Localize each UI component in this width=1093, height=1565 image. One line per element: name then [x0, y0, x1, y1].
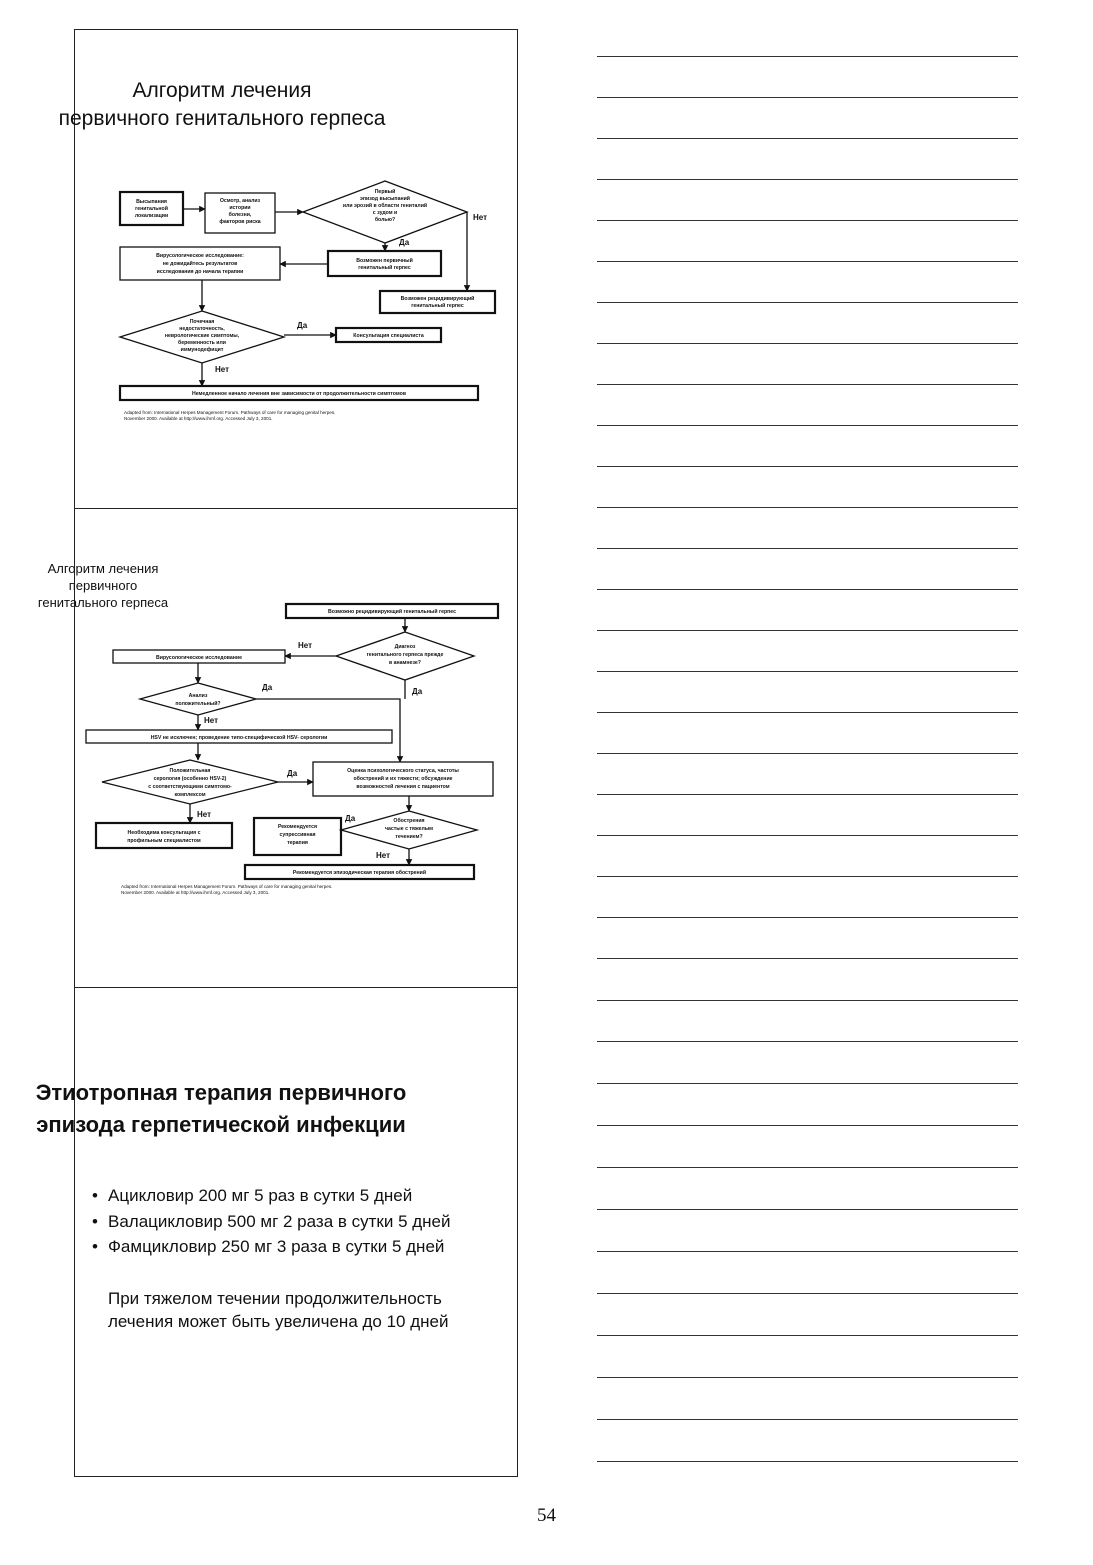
s1-exam-l2: истории	[229, 205, 251, 211]
note-line	[597, 794, 1018, 795]
s2-label-no-a: Нет	[298, 641, 313, 650]
note-line	[597, 1125, 1018, 1126]
s2-diagnosis-l2: генитального герпеса прежде	[366, 652, 444, 658]
s1-label-no-2: Нет	[215, 365, 230, 374]
s1-lesions-l3: локализации	[134, 213, 169, 219]
s1-label-yes-1: Да	[399, 238, 410, 247]
s2-frequent-l1: Обострения	[393, 818, 425, 824]
note-line	[597, 97, 1018, 98]
note-line	[597, 1461, 1018, 1462]
s2-assessment-l3: возможностей лечения с пациентом	[356, 784, 450, 790]
s2-analysis-l2: положительный?	[175, 701, 221, 707]
list-item	[92, 1209, 451, 1235]
s2-citation-l1: Adapted from: International Herpes Management Forum. Pathways of care for managing genital herpes.	[121, 884, 333, 889]
bullet-text: Фамцикловир 250 мг 3 раза в сутки 5 дней	[108, 1237, 445, 1256]
s2-hsv-text: HSV не исключен; проведение типо-специфической HSV- серологии	[150, 735, 328, 741]
note-line	[597, 507, 1018, 508]
s1-citation-l2: November 2000. Available at http://www.ihmf.org. Accessed July 3, 2001.	[124, 416, 273, 421]
list-item	[92, 1234, 451, 1260]
s2-frequent-l3: течением?	[395, 834, 423, 840]
bullet-text: Валацикловир 500 мг 2 раза в сутки 5 дней	[108, 1211, 451, 1231]
s2-label-yes-d: Да	[345, 814, 356, 823]
s1-citation-l1: Adapted from: International Herpes Management Forum. Pathways of care for managing genital herpes.	[124, 410, 336, 415]
s1-risk-l2: недостаточность,	[179, 326, 225, 332]
s1-exam-l3: болезни,	[228, 212, 252, 218]
s2-label-yes-b: Да	[412, 687, 423, 696]
slide3-note-line2: лечения может быть увеличена до 10 дней	[108, 1312, 449, 1331]
s1-immediate-text: Немедленное начало лечения вне зависимости от продолжительности симптомов	[191, 391, 407, 397]
s2-frequent-l2: частые с тяжелым	[384, 826, 434, 832]
slide1-title-line2: первичного генитального герпеса	[58, 107, 386, 130]
s2-label-yes-c: Да	[287, 769, 298, 778]
note-line	[597, 1167, 1018, 1168]
s1-first-l4: с зудом и	[372, 210, 398, 216]
note-line	[597, 917, 1018, 918]
page-number: 54	[537, 1505, 556, 1526]
note-line	[597, 1041, 1018, 1042]
note-line	[597, 548, 1018, 549]
s1-risk-l3: неврологические симптомы,	[164, 333, 240, 339]
bullet-icon: •	[92, 1211, 98, 1231]
note-line	[597, 1293, 1018, 1294]
s2-episodic-text: Рекомендуется эпизодическая терапия обострений	[292, 870, 427, 876]
note-line	[597, 466, 1018, 467]
s2-suppressive-l2: супрессивная	[279, 832, 316, 838]
s1-first-l3: или эрозий в области гениталий	[342, 203, 428, 209]
s2-suppressive-l1: Рекомендуется	[277, 824, 318, 830]
s2-diamond-analysis	[140, 683, 256, 715]
note-line	[597, 1377, 1018, 1378]
s1-risk-l5: иммунодефицит	[180, 347, 224, 353]
note-line	[597, 1419, 1018, 1420]
s1-first-l2: эпизод высыпаний	[360, 196, 410, 202]
s2-diagnosis-l3: в анамнезе?	[389, 660, 421, 666]
note-line	[597, 671, 1018, 672]
slide3-title-line1: Этиотропная терапия первичного	[35, 1080, 407, 1105]
s1-exam-l4: факторов риска	[219, 219, 261, 225]
s1-virology-l1: Вирусологическое исследование:	[156, 253, 244, 259]
slide2-title-line3: генитального герпеса	[37, 595, 169, 610]
s2-specialist-l1: Необходима консультация с	[127, 830, 201, 836]
s2-label-no-c: Нет	[197, 810, 212, 819]
s1-virology-l2: не дожидайтесь результатов	[162, 261, 238, 267]
s1-primary-l2: генитальный герпес	[358, 265, 411, 271]
s2-label-yes-a: Да	[262, 683, 273, 692]
list-item	[92, 1183, 451, 1209]
slide2-title-line1: Алгоритм лечения	[47, 561, 159, 576]
s1-first-l5: болью?	[374, 217, 396, 223]
s1-exam-l1: Осмотр, анализ	[219, 198, 261, 204]
slide1-title-line1: Алгоритм лечения	[132, 79, 312, 102]
s1-lesions-l1: Высыпания	[136, 199, 167, 205]
note-line	[597, 261, 1018, 262]
s2-virology-text: Вирусологическое исследование	[156, 655, 242, 661]
s2-serology-l2: серология (особенно HSV-2)	[153, 776, 227, 782]
s1-lesions-l2: генитальной	[135, 206, 168, 212]
s2-label-no-d: Нет	[376, 851, 391, 860]
note-line	[597, 220, 1018, 221]
slide3-note-line1: При тяжелом течении продолжительность	[108, 1289, 442, 1308]
s1-label-no-1: Нет	[473, 213, 488, 222]
s2-specialist-l2: профильным специалистом	[127, 838, 201, 844]
s1-recurrent-l1: Возможен рецидивирующий	[400, 296, 475, 302]
s2-recurrent-text: Возможно рецидивирующий генитальный герпес	[327, 609, 457, 615]
note-line	[597, 1251, 1018, 1252]
s2-serology-l1: Положительная	[169, 768, 211, 774]
s2-assessment-l2: обострений и их тяжести; обсуждение	[353, 776, 453, 782]
note-line	[597, 876, 1018, 877]
note-line	[597, 1083, 1018, 1084]
s2-serology-l4: комплексом	[174, 792, 206, 798]
note-line	[597, 1209, 1018, 1210]
s1-label-yes-2: Да	[297, 321, 308, 330]
note-line	[597, 589, 1018, 590]
note-line	[597, 835, 1018, 836]
bullet-icon: •	[92, 1186, 98, 1205]
slide3-bullet-list	[92, 1183, 451, 1260]
s2-label-no-b: Нет	[204, 716, 219, 725]
s2-citation-l2: November 2000. Available at http://www.ihmf.org. Accessed July 3, 2001.	[121, 890, 270, 895]
note-line	[597, 384, 1018, 385]
note-line	[597, 343, 1018, 344]
note-line	[597, 630, 1018, 631]
notes-area	[597, 0, 1018, 1565]
note-line	[597, 1000, 1018, 1001]
bullet-icon: •	[92, 1237, 98, 1256]
s2-analysis-l1: Анализ	[188, 693, 208, 699]
s2-assessment-l1: Оценка психологического статуса, частоты	[347, 768, 459, 774]
slide3-title	[14, 1077, 428, 1141]
s2-suppressive-l3: терапия	[287, 840, 308, 846]
s1-first-l1: Первый	[374, 189, 396, 195]
note-line	[597, 958, 1018, 959]
note-line	[597, 179, 1018, 180]
note-line	[597, 138, 1018, 139]
slide3-title-line2: эпизода герпетической инфекции	[36, 1112, 406, 1137]
s2-serology-l3: с соответствующими симптомо-	[148, 784, 232, 790]
s1-primary-l1: Возможен первичный	[356, 258, 413, 264]
note-line	[597, 712, 1018, 713]
note-line	[597, 56, 1018, 57]
slide3-note	[108, 1287, 449, 1333]
s1-virology-l3: исследования до начала терапии	[156, 269, 244, 275]
note-line	[597, 1335, 1018, 1336]
s2-diagnosis-l1: Диагноз	[394, 644, 416, 650]
bullet-text: Ацикловир 200 мг 5 раз в сутки 5 дней	[108, 1186, 413, 1205]
s1-risk-l4: беременность или	[178, 340, 226, 346]
s1-consult-text: Консультация специалиста	[353, 333, 424, 339]
note-line	[597, 753, 1018, 754]
note-line	[597, 425, 1018, 426]
slide2-title-line2: первичного	[68, 578, 138, 593]
note-line	[597, 302, 1018, 303]
s1-risk-l1: Почечная	[189, 319, 215, 325]
s1-recurrent-l2: генитальный герпес	[411, 303, 464, 309]
